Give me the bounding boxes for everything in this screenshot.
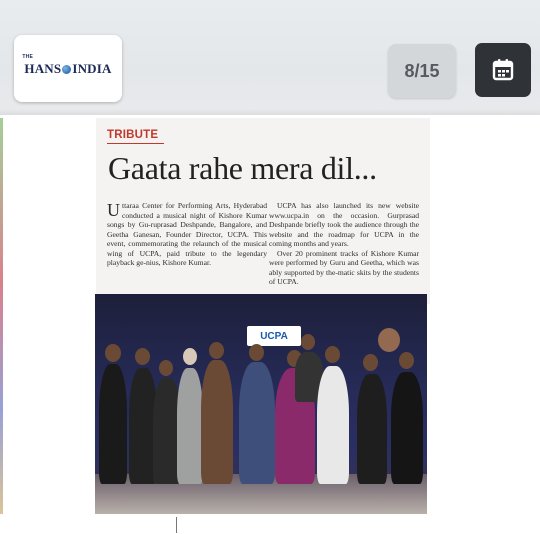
person-figure: [177, 368, 203, 484]
column-2-paragraph-2: Over 20 prominent tracks of Kishore Kumar were performed by Guru and Geetha, which was ably supported by the-matic skits by the students of UCPA.: [269, 248, 419, 286]
page-edge-strip: [0, 118, 3, 534]
calendar-button[interactable]: [475, 43, 531, 97]
person-head: [399, 352, 414, 369]
person-figure: [317, 366, 349, 484]
divider-tick: [176, 517, 177, 533]
person-figure: [357, 374, 387, 484]
publication-logo[interactable]: [14, 35, 122, 102]
section-underline: [107, 143, 164, 144]
person-head: [325, 346, 340, 363]
drop-cap: U: [107, 200, 120, 220]
page-bottom-margin: [0, 514, 540, 534]
ucpa-banner: [247, 326, 301, 346]
column-1-paragraph: ttaraa Center for Performing Arts, Hyderabad conducted a musical night of Kishore Kumar songs by Gu-ruprasad Deshpande, Bangalore, and Geetha Ganesan, Founder Director, UCPA. This event, commemorating the relaunch of the musical wing of UCPA, paid tribute to the legendary playback ge-nius, Kishore Kumar.: [107, 201, 267, 267]
page-indicator-label: 8/15: [404, 60, 440, 81]
page-indicator[interactable]: [388, 44, 456, 98]
logo-the: THE: [22, 53, 33, 60]
person-figure: [201, 360, 233, 484]
column-2-paragraph-1: UCPA has also launched its new website www.ucpa.in on the occasion. Gurprasad Deshpande briefly took the audience through the website and the roadmap for UCPA in the coming months and years.: [269, 201, 419, 248]
person-figure: [99, 364, 127, 484]
event-photo: [95, 294, 427, 514]
article-headline: Gaata rahe mera dil...: [108, 150, 377, 186]
article-column-2: [269, 201, 419, 287]
person-figure: [239, 362, 275, 484]
section-label: TRIBUTE: [107, 129, 159, 141]
person-head: [249, 344, 264, 361]
person-head: [159, 360, 173, 376]
logo-wordmark: [22, 53, 112, 77]
person-figure: [391, 372, 423, 484]
article-column-1: [107, 201, 267, 268]
viewer-toolbar: [0, 0, 540, 115]
banner-text: UCPA: [260, 330, 288, 342]
globe-icon: [62, 65, 71, 74]
person-head: [183, 348, 197, 365]
calendar-icon: [489, 56, 517, 84]
person-head: [105, 344, 121, 362]
logo-right: INDIA: [72, 60, 112, 76]
logo-left: HANS: [24, 60, 62, 76]
person-head: [135, 348, 150, 365]
person-head: [209, 342, 224, 359]
portrait-face: [378, 328, 400, 352]
person-head: [301, 334, 315, 350]
person-head: [363, 354, 378, 371]
